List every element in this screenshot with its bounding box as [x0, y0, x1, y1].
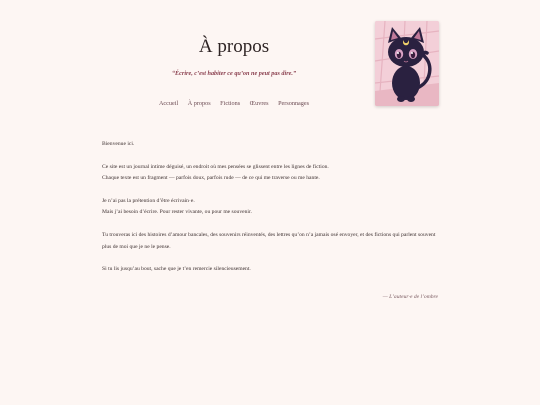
nav-item-a-propos[interactable]: À propos — [187, 100, 211, 107]
about-content — [102, 139, 442, 287]
nav-item-oeuvres[interactable]: Œuvres — [249, 100, 269, 107]
tagline: “Écrire, c’est habiter ce qu’on ne peut pas dire.” — [171, 70, 297, 77]
paragraph-welcome: Bienvenue ici. — [102, 141, 135, 147]
black-cat-icon — [375, 21, 439, 106]
signature: — L’auteur·e de l’ombre — [382, 294, 438, 300]
paragraph-intro — [102, 162, 442, 185]
paragraph-writing — [102, 196, 442, 219]
avatar — [375, 21, 439, 106]
nav-item-personnages[interactable]: Personnages — [278, 100, 310, 107]
paragraph-intro-line-1: Ce site est un journal intime déguisé, un endroit où mes pensées se glissent entre les lignes de fiction. — [102, 163, 329, 170]
paragraph-intro-line-2: Chaque texte est un fragment — parfois doux, parfois rude — de ce qui me traverse ou me hante. — [102, 175, 320, 182]
nav-item-fictions[interactable]: Fictions — [220, 100, 241, 107]
paragraph-writing-line-1: Je n’ai pas la prétention d’être écrivain·e. — [102, 198, 195, 204]
nav-item-accueil[interactable]: Accueil — [158, 100, 179, 107]
paragraph-stories: Tu trouveras ici des histoires d’amour bancales, des souvenirs réinventés, des lettres qu’on n’a jamais osé envoyer, et des fictions qui parlent souvent plus de moi que je ne le pense. — [102, 232, 436, 250]
paragraph-writing-line-2: Mais j’ai besoin d’écrire. Pour rester vivante, ou pour me souvenir. — [102, 209, 252, 216]
paragraph-thanks: Si tu lis jusqu’au bout, sache que je t’en remercie silencieusement. — [102, 266, 251, 273]
page-title: À propos — [198, 36, 270, 57]
